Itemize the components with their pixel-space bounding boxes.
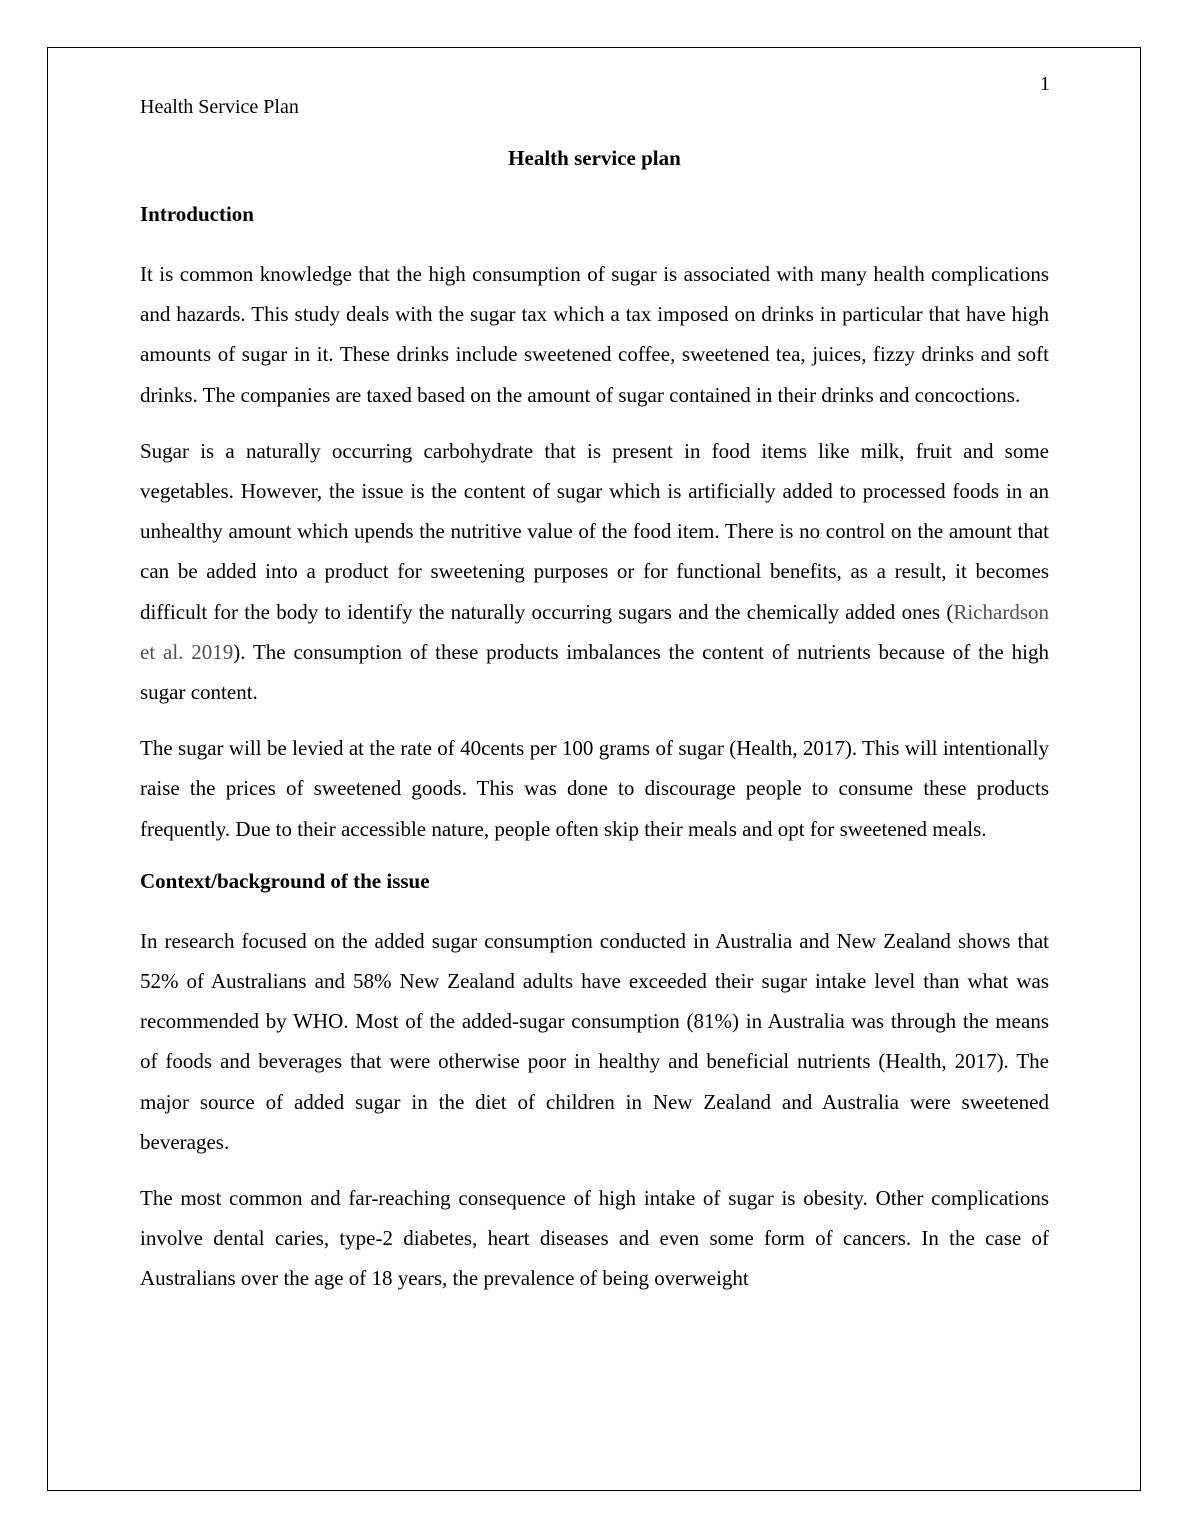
page-number: 1 [1040,73,1050,95]
paragraph: The most common and far-reaching consequence of high intake of sugar is obesity. Other complications involve dental caries, type-2 diabetes, heart diseases and even some form of cancers. In the case of Australians over the age of 18 years, the prevalence of being overweight [140,1186,1049,1291]
section-heading-introduction: Introduction [140,202,254,226]
paragraph: In research focused on the added sugar consumption conducted in Australia and New Zealand shows that 52% of Australians and 58% New Zealand adults have exceeded their sugar intake level than what was recommended by WHO. Most of the added-sugar consumption (81%) in Australia was through the means of foods and beverages that were otherwise poor in healthy and beneficial nutrients (Health, 2017). The major source of added sugar in the diet of children in New Zealand and Australia were sweetened beverages. [140,928,1049,1154]
citation-link: Richardson et al. 2019 [140,599,1049,664]
paragraph-text: Sugar is a naturally occurring carbohydrate that is present in food items like milk, fruit and some vegetables. However, the issue is the content of sugar which is artificially added to processed foods in an unhealthy amount which upends the nutritive value of the food item. There is no control on the amount that can be added into a product for sweetening purposes or for functional benefits, as a result, it becomes difficult for the body to identify the naturally occurring sugars and the chemically added ones ( [140,438,1049,624]
paragraph-text: ). The consumption of these products imbalances the content of nutrients because of the high sugar content. [140,639,1049,705]
paragraph: It is common knowledge that the high consumption of sugar is associated with many health complications and hazards. This study deals with the sugar tax which a tax imposed on drinks in particular that have high amounts of sugar in it. These drinks include sweetened coffee, sweetened tea, juices, fizzy drinks and soft drinks. The companies are taxed based on the amount of sugar contained in their drinks and concoctions. [140,262,1049,407]
document-body [140,142,1049,1315]
section-heading-context: Context/background of the issue [140,868,430,893]
paragraph: The sugar will be levied at the rate of 40cents per 100 grams of sugar (Health, 2017). This will intentionally raise the prices of sweetened goods. This was done to discourage people to consume these products frequently. Due to their accessible nature, people often skip their meals and opt for sweetened meals. [140,736,1049,841]
paragraph [140,431,1049,712]
running-head: Health Service Plan [140,96,299,118]
document-title: Health service plan [508,146,681,170]
